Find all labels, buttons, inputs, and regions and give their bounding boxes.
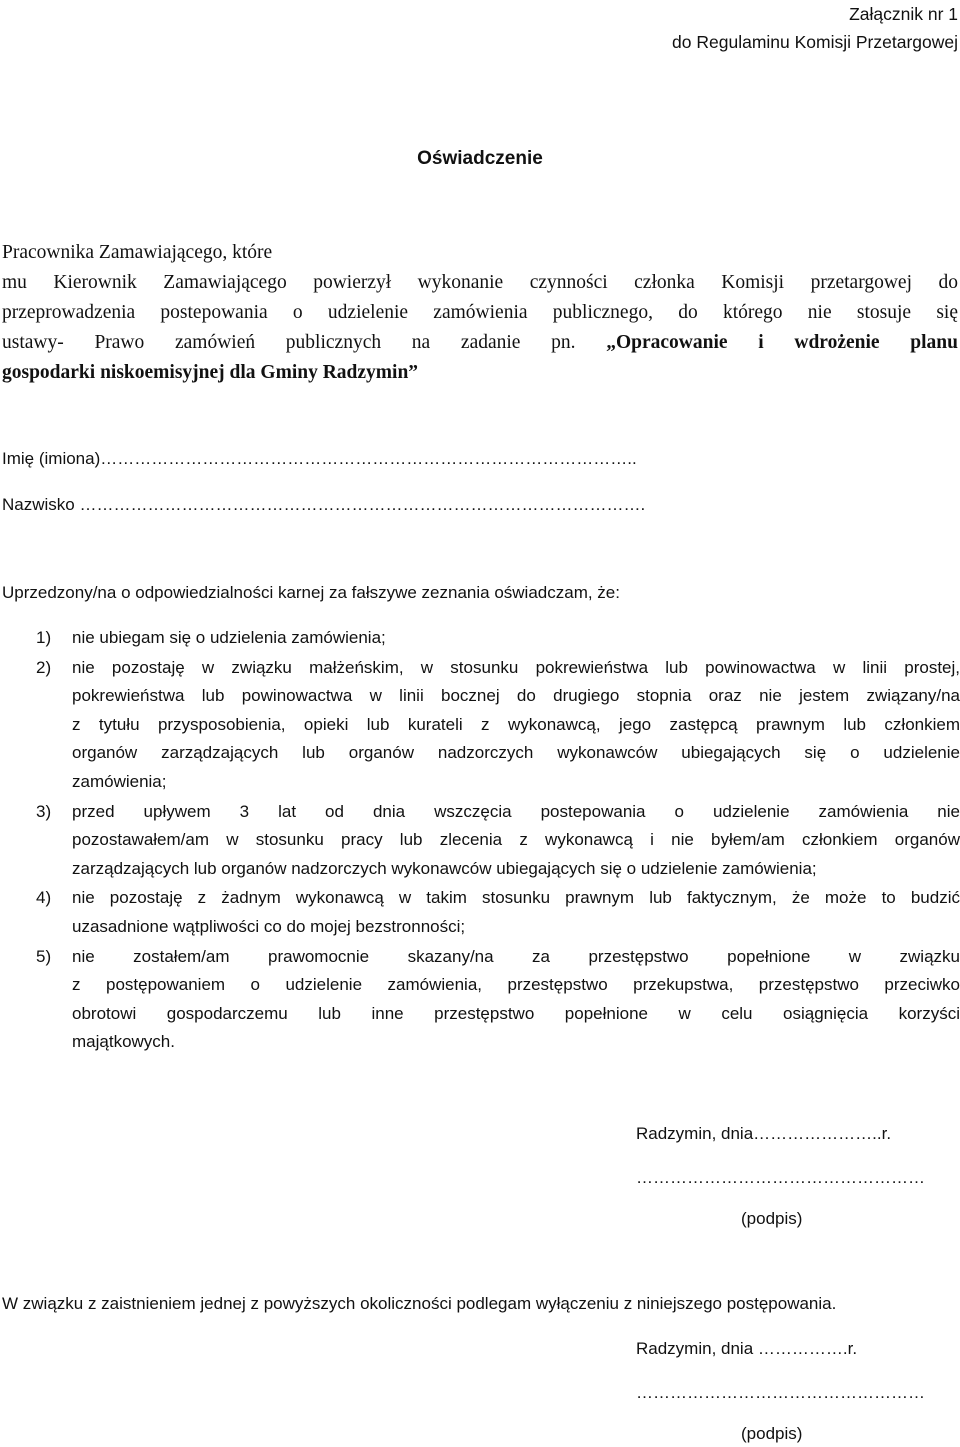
item-text-line: pozostawałem/am w stosunku pracy lub zlecenia z wykonawcą i nie byłem/am członkiem organów [72,830,960,850]
intro-line-4 [2,328,958,358]
item-text-line: nie pozostaję z żadnym wykonawcą w takim stosunku prawnym lub faktycznym, że może to budzić [72,888,960,908]
item-text-line: obrotowi gospodarczemu lub inne przestępstwo popełnione w celu osiągnięcia korzyści [72,1003,960,1023]
item-text-line: nie pozostaję w związku małżeńskim, w stosunku pokrewieństwa lub powinowactwa w linii prostej, [72,657,960,677]
document-title: Oświadczenie [417,148,543,169]
item-text-line: majątkowych. [72,1032,175,1052]
item-number: 5) [36,946,52,966]
intro-line-1: Pracownika Zamawiającego, które [2,242,273,263]
intro-line-3: przeprowadzenia postepowania o udzielenie zamówienia publicznego, do którego nie stosuje się [2,302,958,323]
signature-caption: (podpis) [741,1209,803,1228]
list-item [0,943,960,1057]
list-item [0,624,960,653]
list-item [0,884,960,941]
item-number: 1) [36,628,52,647]
surname-field[interactable]: Nazwisko ………………………………………………………………………………………. [2,495,646,514]
declarations-list [0,624,960,1057]
place-date-line[interactable]: Radzymin, dnia …………….r. [636,1339,858,1358]
item-text-line: zarządzających lub organów nadzorczych wykonawców ubiegających się o udzielenie zamówienia; [72,858,817,878]
list-item [0,798,960,884]
intro-line-4-plain: ustawy- Prawo zamówień publicznych na zadanie pn. [2,332,576,353]
item-text-line: z postępowaniem o udzielenie zamówienia, przestępstwo przekupstwa, przestępstwo przeciwko [72,975,960,995]
signature-caption: (podpis) [741,1424,803,1443]
item-text-line: pokrewieństwa lub powinowactwa w linii bocznej do drugiego stopnia oraz nie jestem związany/na [72,686,960,706]
item-text-line: nie ubiegam się o udzielenia zamówienia; [72,628,386,647]
intro-paragraph [2,238,958,388]
exclusion-statement: W związku z zaistnieniem jednej z powyższych okoliczności podlegam wyłączeniu z niniejszego postępowania. [2,1294,837,1313]
task-name-part-2: gospodarki niskoemisyjnej dla Gminy Radzymin” [2,362,419,383]
attachment-note [538,0,958,56]
item-text-line: organów zarządzających lub organów nadzorczych wykonawców ubiegających się o udzielenie [72,743,960,763]
attachment-line-2: do Regulaminu Komisji Przetargowej [672,32,958,52]
intro-line-2: mu Kierownik Zamawiającego powierzył wykonanie czynności członka Komisji przetargowej do [2,272,958,293]
attachment-line-1: Załącznik nr 1 [849,4,958,24]
intro-line-5 [2,358,958,388]
signature-line[interactable]: …………………………………………… [636,1383,925,1402]
item-number: 2) [36,657,52,677]
place-date-line[interactable]: Radzymin, dnia…………………..r. [636,1124,892,1143]
signature-line[interactable]: …………………………………………… [636,1168,925,1187]
task-name-part-1: „Opracowanie i wdrożenie planu [606,332,958,353]
liability-statement: Uprzedzony/na o odpowiedzialności karnej za fałszywe zeznania oświadczam, że: [2,583,620,602]
item-text-line: przed upływem 3 lat od dnia wszczęcia postepowania o udzielenie zamówienia nie [72,801,960,821]
list-item [0,654,960,797]
item-text-line: zamówienia; [72,771,167,791]
item-number: 4) [36,888,52,908]
first-name-field[interactable]: Imię (imiona)………………………………………………………………………………….. [2,449,637,468]
item-text-line: nie zostałem/am prawomocnie skazany/na za przestępstwo popełnione w związku [72,946,960,966]
item-text-line: z tytułu przysposobienia, opieki lub kurateli z wykonawcą, jego zastępcą prawnym lub członkiem [72,714,960,734]
item-text-line: uzasadnione wątpliwości co do mojej bezstronności; [72,916,466,936]
item-number: 3) [36,801,52,821]
